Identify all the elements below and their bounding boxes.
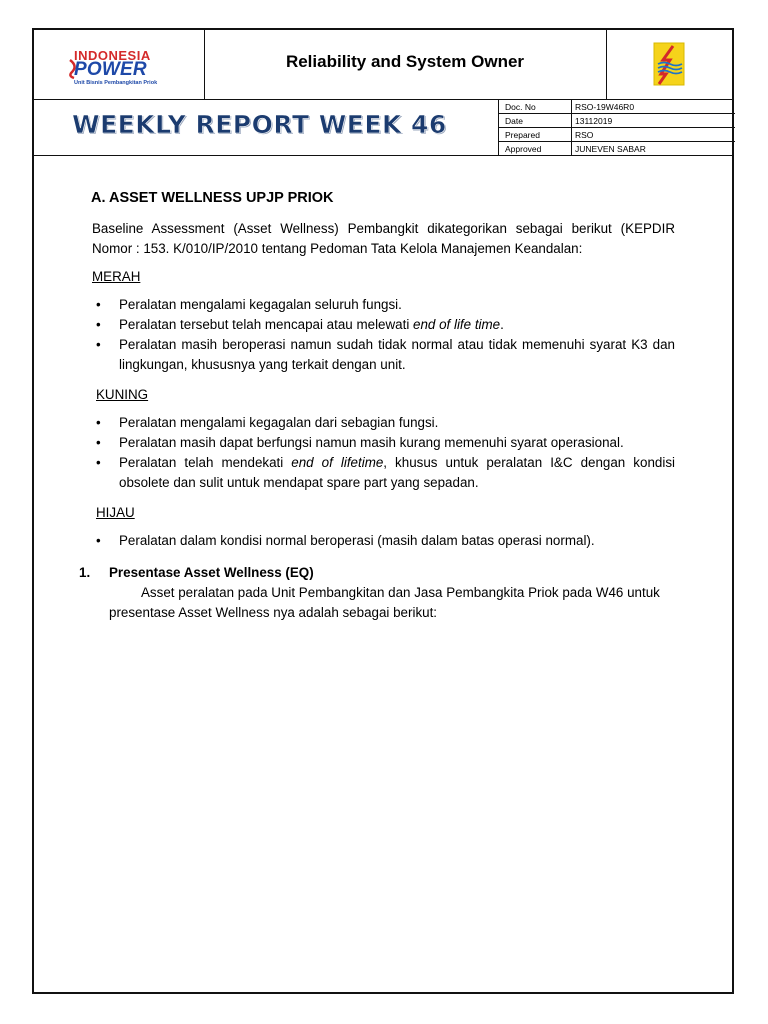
logo-line2: POWER — [74, 59, 147, 80]
category-label-hijau: HIJAU — [96, 505, 135, 520]
meta-row-approved — [499, 142, 735, 155]
list-item — [92, 531, 675, 551]
meta-value: 13112019 — [575, 116, 613, 126]
pln-lightning-logo-icon — [653, 42, 685, 86]
list-item — [92, 335, 675, 375]
list-item — [92, 433, 675, 453]
bullet-icon: • — [96, 533, 101, 548]
department-title-cell — [204, 28, 607, 99]
list-item-text: Peralatan masih dapat berfungsi namun masih kurang memenuhi syarat operasional. — [119, 435, 624, 450]
logo-tagline: Unit Bisnis Pembangkitan Priok — [74, 80, 158, 86]
list-item-text: Peralatan mengalami kegagalan seluruh fungsi. — [119, 297, 402, 312]
meta-row-prepared — [499, 128, 735, 142]
subsection-text: Asset peralatan pada Unit Pembangkitan dan Jasa Pembangkita Priok pada W46 untuk presentase Asset Wellness nya adalah sebagai berikut: — [109, 585, 660, 620]
bullet-icon: • — [96, 455, 101, 470]
pln-logo-cell — [606, 28, 734, 99]
list-item-text-end: . — [500, 317, 504, 332]
meta-value: RSO-19W46R0 — [575, 102, 635, 112]
meta-row-date — [499, 114, 735, 128]
category-label-merah: MERAH — [92, 269, 141, 284]
hijau-list — [92, 531, 675, 551]
intro-paragraph: Baseline Assessment (Asset Wellness) Pembangkit dikategorikan sebagai berikut (KEPDIR Nomor : 153. K/010/IP/2010 tentang Pedoman Tata Kelola Manajemen Keandalan: — [92, 221, 675, 256]
subsection-paragraph — [109, 583, 675, 623]
meta-row-doc-no — [499, 100, 735, 114]
bullet-icon: • — [96, 297, 101, 312]
category-label-kuning: KUNING — [96, 387, 149, 402]
subsection-title: Presentase Asset Wellness (EQ) — [109, 565, 314, 580]
subsection-number: 1. — [79, 565, 91, 580]
list-item-text: Peralatan dalam kondisi normal beroperasi (masih dalam batas operasi normal). — [119, 533, 595, 548]
document-header — [32, 28, 734, 156]
kuning-list — [92, 413, 675, 493]
list-item-text: Peralatan mengalami kegagalan dari sebagian fungsi. — [119, 415, 439, 430]
report-title: WEEKLY REPORT WEEK 46 — [72, 110, 447, 139]
list-item-emphasis: end of lifetime — [291, 455, 384, 470]
meta-value: JUNEVEN SABAR — [575, 144, 646, 154]
indonesia-power-logo — [32, 28, 205, 99]
meta-key: Prepared — [505, 130, 540, 140]
meta-key: Approved — [505, 144, 542, 154]
bullet-icon: • — [96, 317, 101, 332]
list-item-text: Peralatan telah mendekati — [119, 455, 292, 470]
logo-line1: INDONESIA — [74, 48, 151, 63]
header-row-top — [32, 28, 734, 100]
merah-list — [92, 295, 675, 375]
list-item — [92, 295, 675, 315]
document-meta-table — [498, 100, 734, 155]
bullet-icon: • — [96, 435, 101, 450]
section-title: A. ASSET WELLNESS UPJP PRIOK — [91, 190, 334, 206]
list-item-text: Peralatan masih beroperasi namun sudah tidak normal atau tidak memenuhi syarat K3 dan lingkungan, khususnya yang terkait dengan unit. — [119, 337, 675, 372]
document-body — [79, 188, 675, 623]
header-row-bottom — [32, 100, 734, 156]
list-item — [92, 315, 675, 335]
bullet-icon: • — [96, 337, 101, 352]
list-item-text: Peralatan tersebut telah mencapai atau melewati — [119, 317, 414, 332]
list-item — [92, 453, 675, 493]
bullet-icon: • — [96, 415, 101, 430]
subsection-heading — [79, 563, 675, 583]
meta-key: Date — [505, 116, 523, 126]
department-title: Reliability and System Owner — [285, 51, 525, 71]
meta-key: Doc. No — [505, 102, 536, 112]
list-item-text-end: , khusus untuk peralatan I&C dengan kondisi obsolete dan sulit untuk mendapat spare part yang sepadan. — [119, 455, 675, 490]
meta-value: RSO — [575, 130, 594, 140]
list-item — [92, 413, 675, 433]
list-item-emphasis: end of life time — [413, 317, 501, 332]
